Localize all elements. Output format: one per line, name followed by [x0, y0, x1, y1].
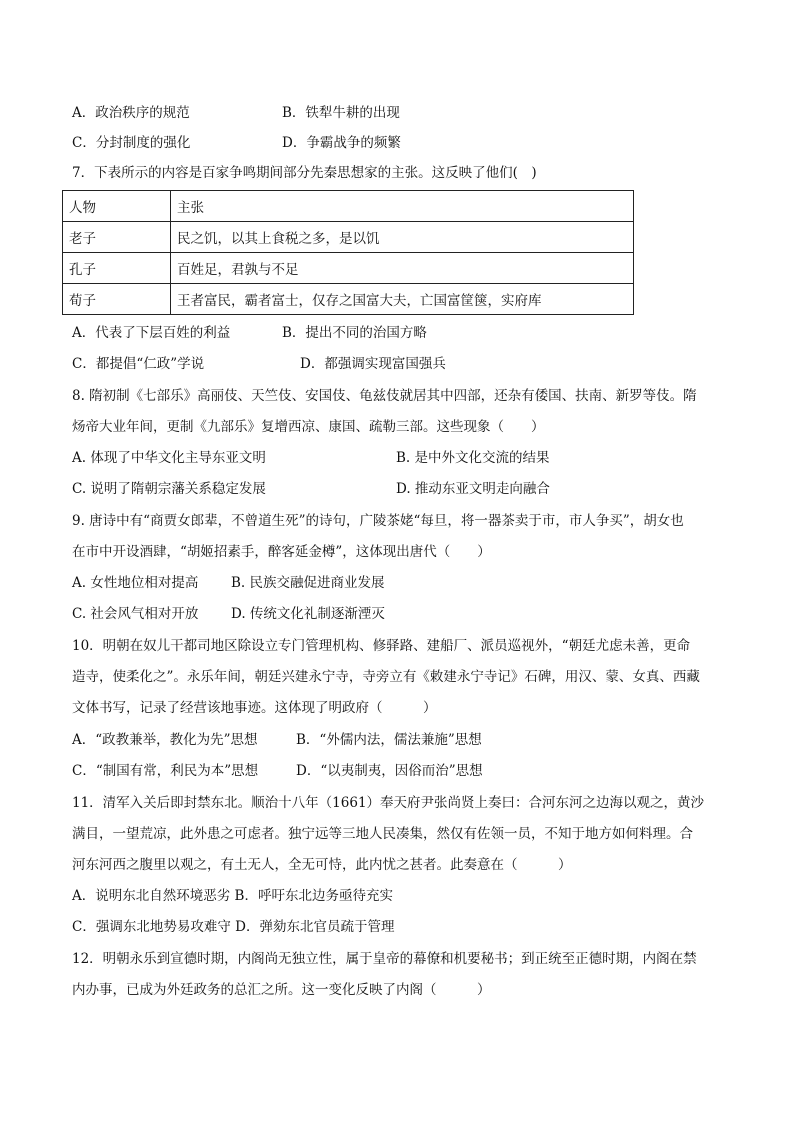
q8-stem-line1: 8. 隋初制《七部乐》高丽伎、天竺伎、安国伎、龟兹伎就居其中四部，还杂有倭国、扶南、新罗等伎。隋	[72, 388, 697, 404]
q7-option-c: C．都提倡“仁政”学说	[72, 356, 205, 372]
q7-option-d: D．都强调实现富国强兵	[300, 356, 446, 372]
q8-stem-line2: 炀帝大业年间，更制《九部乐》复增西凉、康国、疏勒三部。这些现象（ ）	[72, 419, 545, 435]
table-row	[63, 253, 634, 284]
table-cell-person: 孔子	[63, 253, 171, 284]
table-row	[63, 284, 634, 315]
q11-options-cd: C．强调东北地势易攻难守 D．弹劾东北官员疏于管理	[72, 919, 395, 935]
q12-stem-line1: 12．明朝永乐到宣德时期，内阁尚无独立性，属于皇帝的幕僚和机要秘书；到正统至正德时期，内阁在禁	[72, 951, 697, 967]
table-cell-claim: 王者富民，霸者富士，仅存之国富大夫，亡国富筐箧，实府库	[171, 284, 634, 315]
q6-option-c: C．分封制度的强化	[72, 135, 191, 151]
table-cell-claim: 民之饥，以其上食税之多，是以饥	[171, 222, 634, 253]
q10-option-b: B．“外儒内法，儒法兼施”思想	[296, 732, 482, 748]
q10-stem-line1: 10．明朝在奴儿干都司地区除设立专门管理机构、修驿路、建船厂、派员巡视外，“朝廷尤虑未善，更命	[72, 638, 691, 654]
q8-option-d: D. 推动东亚文明走向融合	[396, 481, 550, 497]
table-header-person: 人物	[63, 191, 171, 222]
q11-stem-line2: 满目，一望荒凉，此外患之可虑者。独宁远等三地人民凑集，然仅有佐领一员，不知于地方如何料理。合	[72, 826, 693, 842]
q7-option-b: B．提出不同的治国方略	[282, 325, 427, 341]
q6-option-d: D．争霸战争的频繁	[282, 135, 401, 151]
q6-option-a: A．政治秩序的规范	[72, 105, 190, 121]
q12-stem-line2: 内办事，已成为外廷政务的总汇之所。这一变化反映了内阁（ ）	[72, 982, 491, 998]
table-cell-person: 荀子	[63, 284, 171, 315]
q8-option-a: A. 体现了中华文化主导东亚文明	[72, 450, 266, 466]
thinkers-table	[62, 190, 634, 315]
q9-option-a: A. 女性地位相对提高	[72, 575, 199, 591]
q11-options-ab: A．说明东北自然环境恶劣 B．呼吁东北边务亟待充实	[72, 888, 393, 904]
table-cell-person: 老子	[63, 222, 171, 253]
q11-stem-line3: 河东河西之腹里以观之，有土无人，全无可恃，此内忧之甚者。此奏意在（ ）	[72, 857, 572, 873]
q10-option-a: A．“政教兼举，教化为先”思想	[72, 732, 258, 748]
q9-option-d: D. 传统文化礼制逐渐湮灭	[231, 606, 385, 622]
q10-option-c: C．“制国有常，利民为本”思想	[72, 763, 259, 779]
q11-stem-line1: 11．清军入关后即封禁东北。顺治十八年（1661）奉天府尹张尚贤上奏曰：合河东河之边海以观之，黄沙	[72, 795, 705, 811]
q8-option-b: B. 是中外文化交流的结果	[396, 450, 550, 466]
q7-stem: 7．下表所示的内容是百家争鸣期间部分先秦思想家的主张。这反映了他们( )	[72, 165, 537, 181]
table-header-row	[63, 191, 634, 222]
q9-stem-line2: 在市中开设酒肆，“胡姬招素手，醉客延金樽”，这体现出唐代（ ）	[72, 544, 491, 560]
q10-option-d: D．“以夷制夷，因俗而治”思想	[296, 763, 483, 779]
table-row	[63, 222, 634, 253]
table-cell-claim: 百姓足，君孰与不足	[171, 253, 634, 284]
q9-stem-line1: 9. 唐诗中有“商贾女郎辈，不曾道生死”的诗句，广陵茶姥“每旦，将一器茶卖于市，市人争买”，胡女也	[72, 513, 684, 529]
q9-option-c: C. 社会风气相对开放	[72, 606, 199, 622]
q8-option-c: C. 说明了隋朝宗藩关系稳定发展	[72, 481, 266, 497]
q6-option-b: B．铁犁牛耕的出现	[282, 105, 400, 121]
q10-stem-line3: 文体书写，记录了经营该地事迹。这体现了明政府（ ）	[72, 700, 437, 716]
q10-stem-line2: 造寺，使柔化之”。永乐年间，朝廷兴建永宁寺，寺旁立有《敕建永宁寺记》石碑，用汉、蒙、女真、西藏	[72, 669, 700, 685]
q9-option-b: B. 民族交融促进商业发展	[231, 575, 385, 591]
table-header-claim: 主张	[171, 191, 634, 222]
q7-option-a: A．代表了下层百姓的利益	[72, 325, 231, 341]
